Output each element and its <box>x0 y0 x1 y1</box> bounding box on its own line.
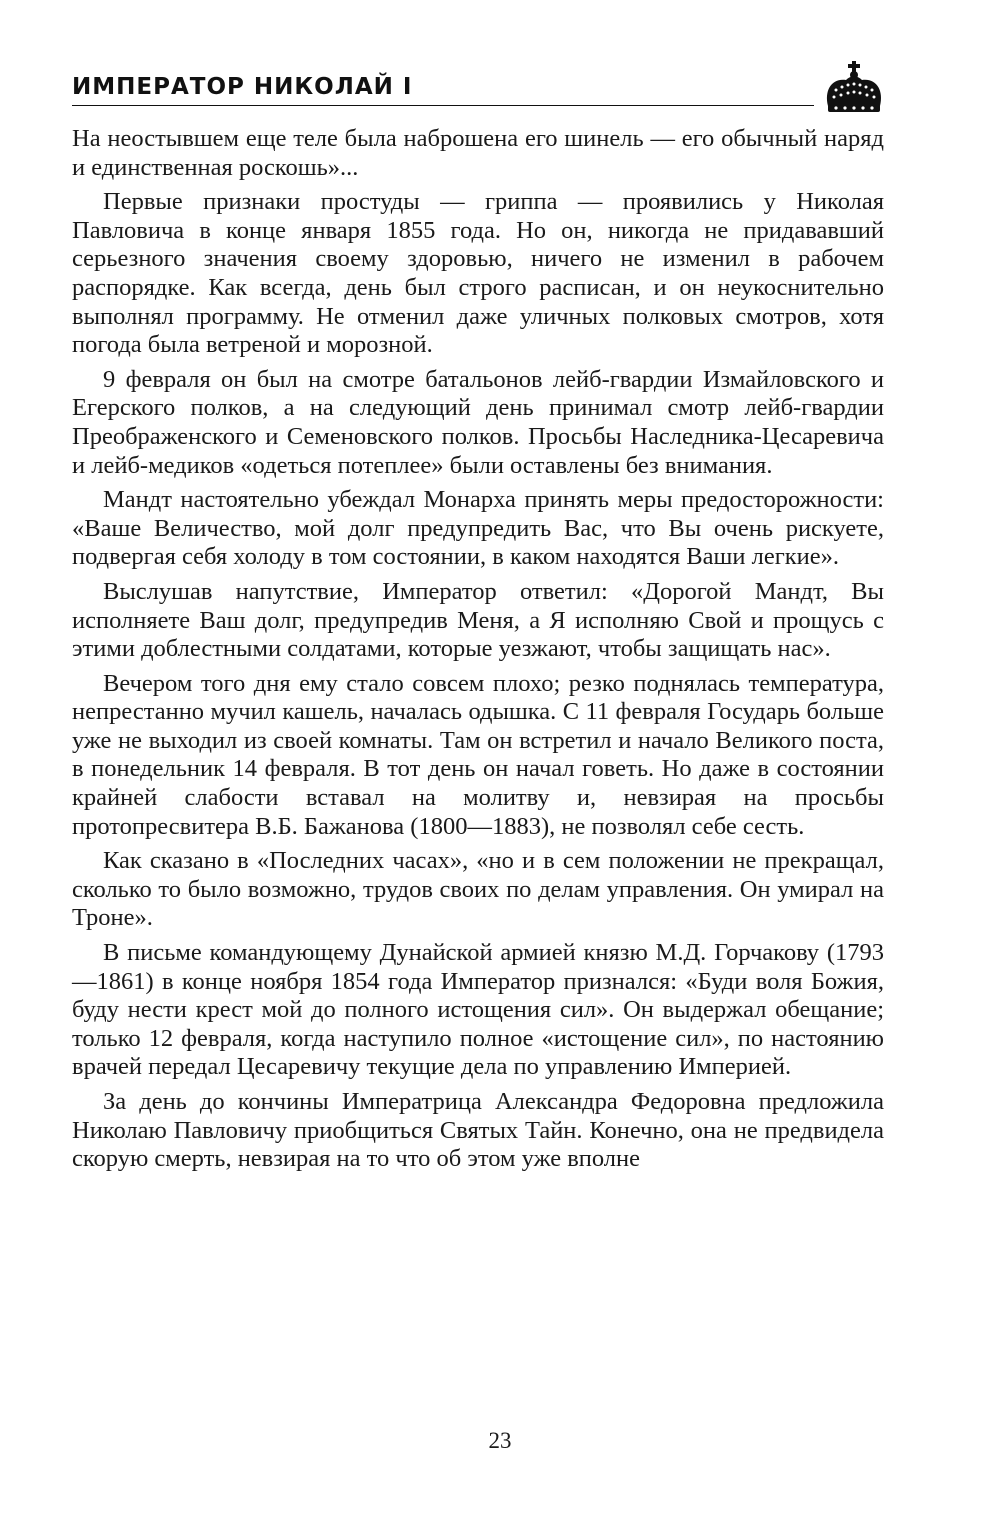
body-text <box>72 125 884 1180</box>
header-rule <box>72 105 814 106</box>
paragraph: Выслушав напутствие, Император ответил: «Дорогой Мандт, Вы исполняете Ваш долг, предупредив Меня, а Я исполняю Свой и прощусь с этими доблестными солдатами, которые уезжают, чтобы защищать нас». <box>72 577 884 663</box>
paragraph: Первые признаки простуды — гриппа — проявились у Николая Павловича в конце января 1855 года. Но он, никогда не придававший серьезного значения своему здоровью, ничего не изменил в рабочем распорядке. Как всегда, день был строго расписан, и он неукоснительно выполнял программу. Не отменил даже уличных полковых смотров, хотя погода была ветреной и морозной. <box>72 188 884 359</box>
paragraph: За день до кончины Императрица Александра Федоровна предложила Николаю Павловичу приобщиться Святых Тайн. Конечно, она не предвидела скорую смерть, невзирая на то что об этом уже вполне <box>72 1088 884 1173</box>
running-head-title: ИМПЕРАТОР НИКОЛАЙ I <box>72 74 413 100</box>
paragraph: На неостывшем еще теле была наброшена его шинель — его обычный наряд и единственная роскошь»... <box>72 125 884 181</box>
imperial-crown-icon <box>822 60 886 116</box>
paragraph: Как сказано в «Последних часах», «но и в сем положении не прекращал, сколько то было возможно, трудов своих по делам управления. Он умирал на Троне». <box>72 847 884 932</box>
paragraph: Мандт настоятельно убеждал Монарха принять меры предосторожности: «Ваше Величество, мой долг предупредить Вас, что Вы очень рискуете, подвергая себя холоду в том состоянии, в каком находятся Ваши легкие». <box>72 486 884 571</box>
paragraph: Вечером того дня ему стало совсем плохо; резко поднялась температура, непрестанно мучил кашель, началась одышка. С 11 февраля Государь больше уже не выходил из своей комнаты. Там он встретил и начало Великого поста, в понедельник 14 февраля. В тот день он начал говеть. Но даже в состоянии крайней слабости вставал на молитву и, невзирая на просьбы протопресвитера В.Б. Бажанова (1800—1883), не позволял себе сесть. <box>72 669 884 840</box>
page-number: 23 <box>488 1428 512 1453</box>
page-header <box>72 60 884 120</box>
paragraph: В письме командующему Дунайской армией князю М.Д. Горчакову (1793—1861) в конце ноября 1854 года Император признался: «Буди воля Божия, буду нести крест мой до полного истощения сил». Он выдержал обещание; только 12 февраля, когда наступило полное «истощение сил», по настоянию врачей передал Цесаревичу текущие дела по управлению Империей. <box>72 939 884 1081</box>
paragraph: 9 февраля он был на смотре батальонов лейб-гвардии Измайловского и Егерского полков, а на следующий день принимал смотр лейб-гвардии Преображенского и Семеновского полков. Просьбы Наследника-Цесаревича и лейб-медиков «одеться потеплее» были оставлены без внимания. <box>72 365 884 479</box>
